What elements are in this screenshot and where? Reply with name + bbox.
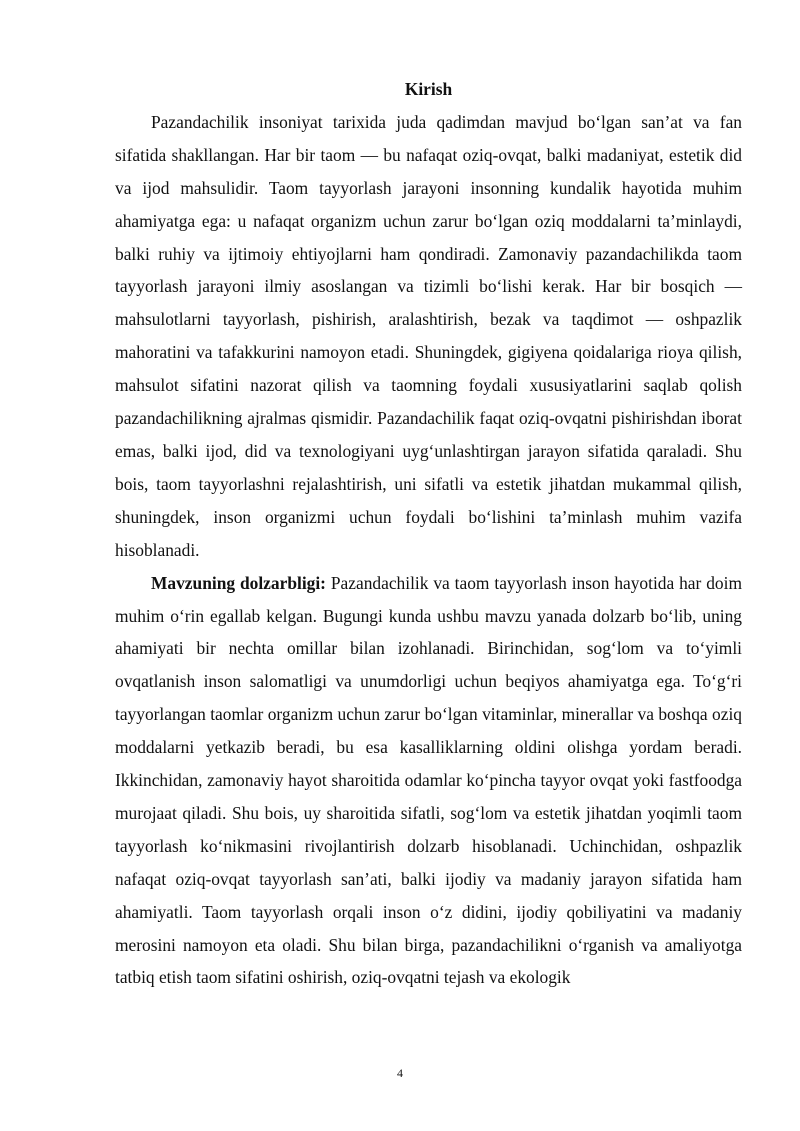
relevance-paragraph-text: Pazandachilik va taom tayyorlash inson hayotida har doim muhim o‘rin egallab kelgan. Bugungi kunda ushbu mavzu yanada dolzarb bo‘lib, uning ahamiyati bir nechta omillar bilan izohlanadi. Birinchidan, sog‘lom va to‘yimli ovqatlanish inson salomatligi va unumdorligi uchun beqiyos ahamiyatga ega. To‘g‘ri tayyorlangan taomlar organizm uchun zarur bo‘lgan vitaminlar, minerallar va boshqa oziq moddalarni yetkazib beradi, bu esa kasalliklarning oldini olishga yordam beradi. Ikkinchidan, zamonaviy hayot sharoitida odamlar ko‘pincha tayyor ovqat yoki fastfoodga murojaat qiladi. Shu bois, uy sharoitida sifatli, sog‘lom va estetik jihatdan yoqimli taom tayyorlash ko‘nikmasini rivojlantirish dolzarb hisoblanadi. Uchinchidan, oshpazlik nafaqat oziq-ovqat tayyorlash san’ati, balki ijodiy va madaniy jarayon sifatida ham ahamiyatli. Taom tayyorlash orqali inson o‘z didini, ijodiy qobiliyatini va madaniy merosini namoyon eta oladi. Shu bilan birga, pazandachilikni o‘rganish va amaliyotga tatbiq etish taom sifatini oshirish, oziq-ovqatni tejash va ekologik <box>115 572 742 988</box>
relevance-paragraph-title: Mavzuning dolzarbligi: <box>151 572 326 593</box>
intro-paragraph-text: Pazandachilik insoniyat tarixida juda qadimdan mavjud bo‘lgan san’at va fan sifatida shakllangan. Har bir taom — bu nafaqat oziq-ovqat, balki madaniyat, estetik did va ijod mahsulidir. Taom tayyorlash jarayoni insonning kundalik hayotida muhim ahamiyatga ega: u nafaqat organizm uchun zarur bo‘lgan oziq moddalarni ta’minlaydi, balki ruhiy va ijtimoiy ehtiyojlarni ham qondiradi. Zamonaviy pazandachilikda taom tayyorlash jarayoni ilmiy asoslangan va tizimli bo‘lishi kerak. Har bir bosqich — mahsulotlarni tayyorlash, pishirish, aralashtirish, bezak va taqdimot — oshpazlik mahoratini va tafakkurini namoyon etadi. Shuningdek, gigiyena qoidalariga rioya qilish, mahsulot sifatini nazorat qilish va taomning foydali xususiyatlarini saqlab qolish pazandachilikning ajralmas qismidir. Pazandachilik faqat oziq-ovqatni pishirishdan iborat emas, balki ijod, did va texnologiyani uyg‘unlashtirgan jarayon sifatida qaraladi. Shu bois, taom tayyorlashni rejalashtirish, uni sifatli va estetik jihatdan mukammal qilish, shuningdek, inson organizmi uchun foydali bo‘lishini ta’minlash muhim vazifa hisoblanadi. <box>115 111 742 560</box>
intro-paragraph <box>115 106 742 567</box>
page-content <box>115 73 742 994</box>
relevance-paragraph <box>115 567 742 995</box>
section-heading: Kirish <box>404 79 453 99</box>
page-number: 4 <box>397 1066 403 1080</box>
